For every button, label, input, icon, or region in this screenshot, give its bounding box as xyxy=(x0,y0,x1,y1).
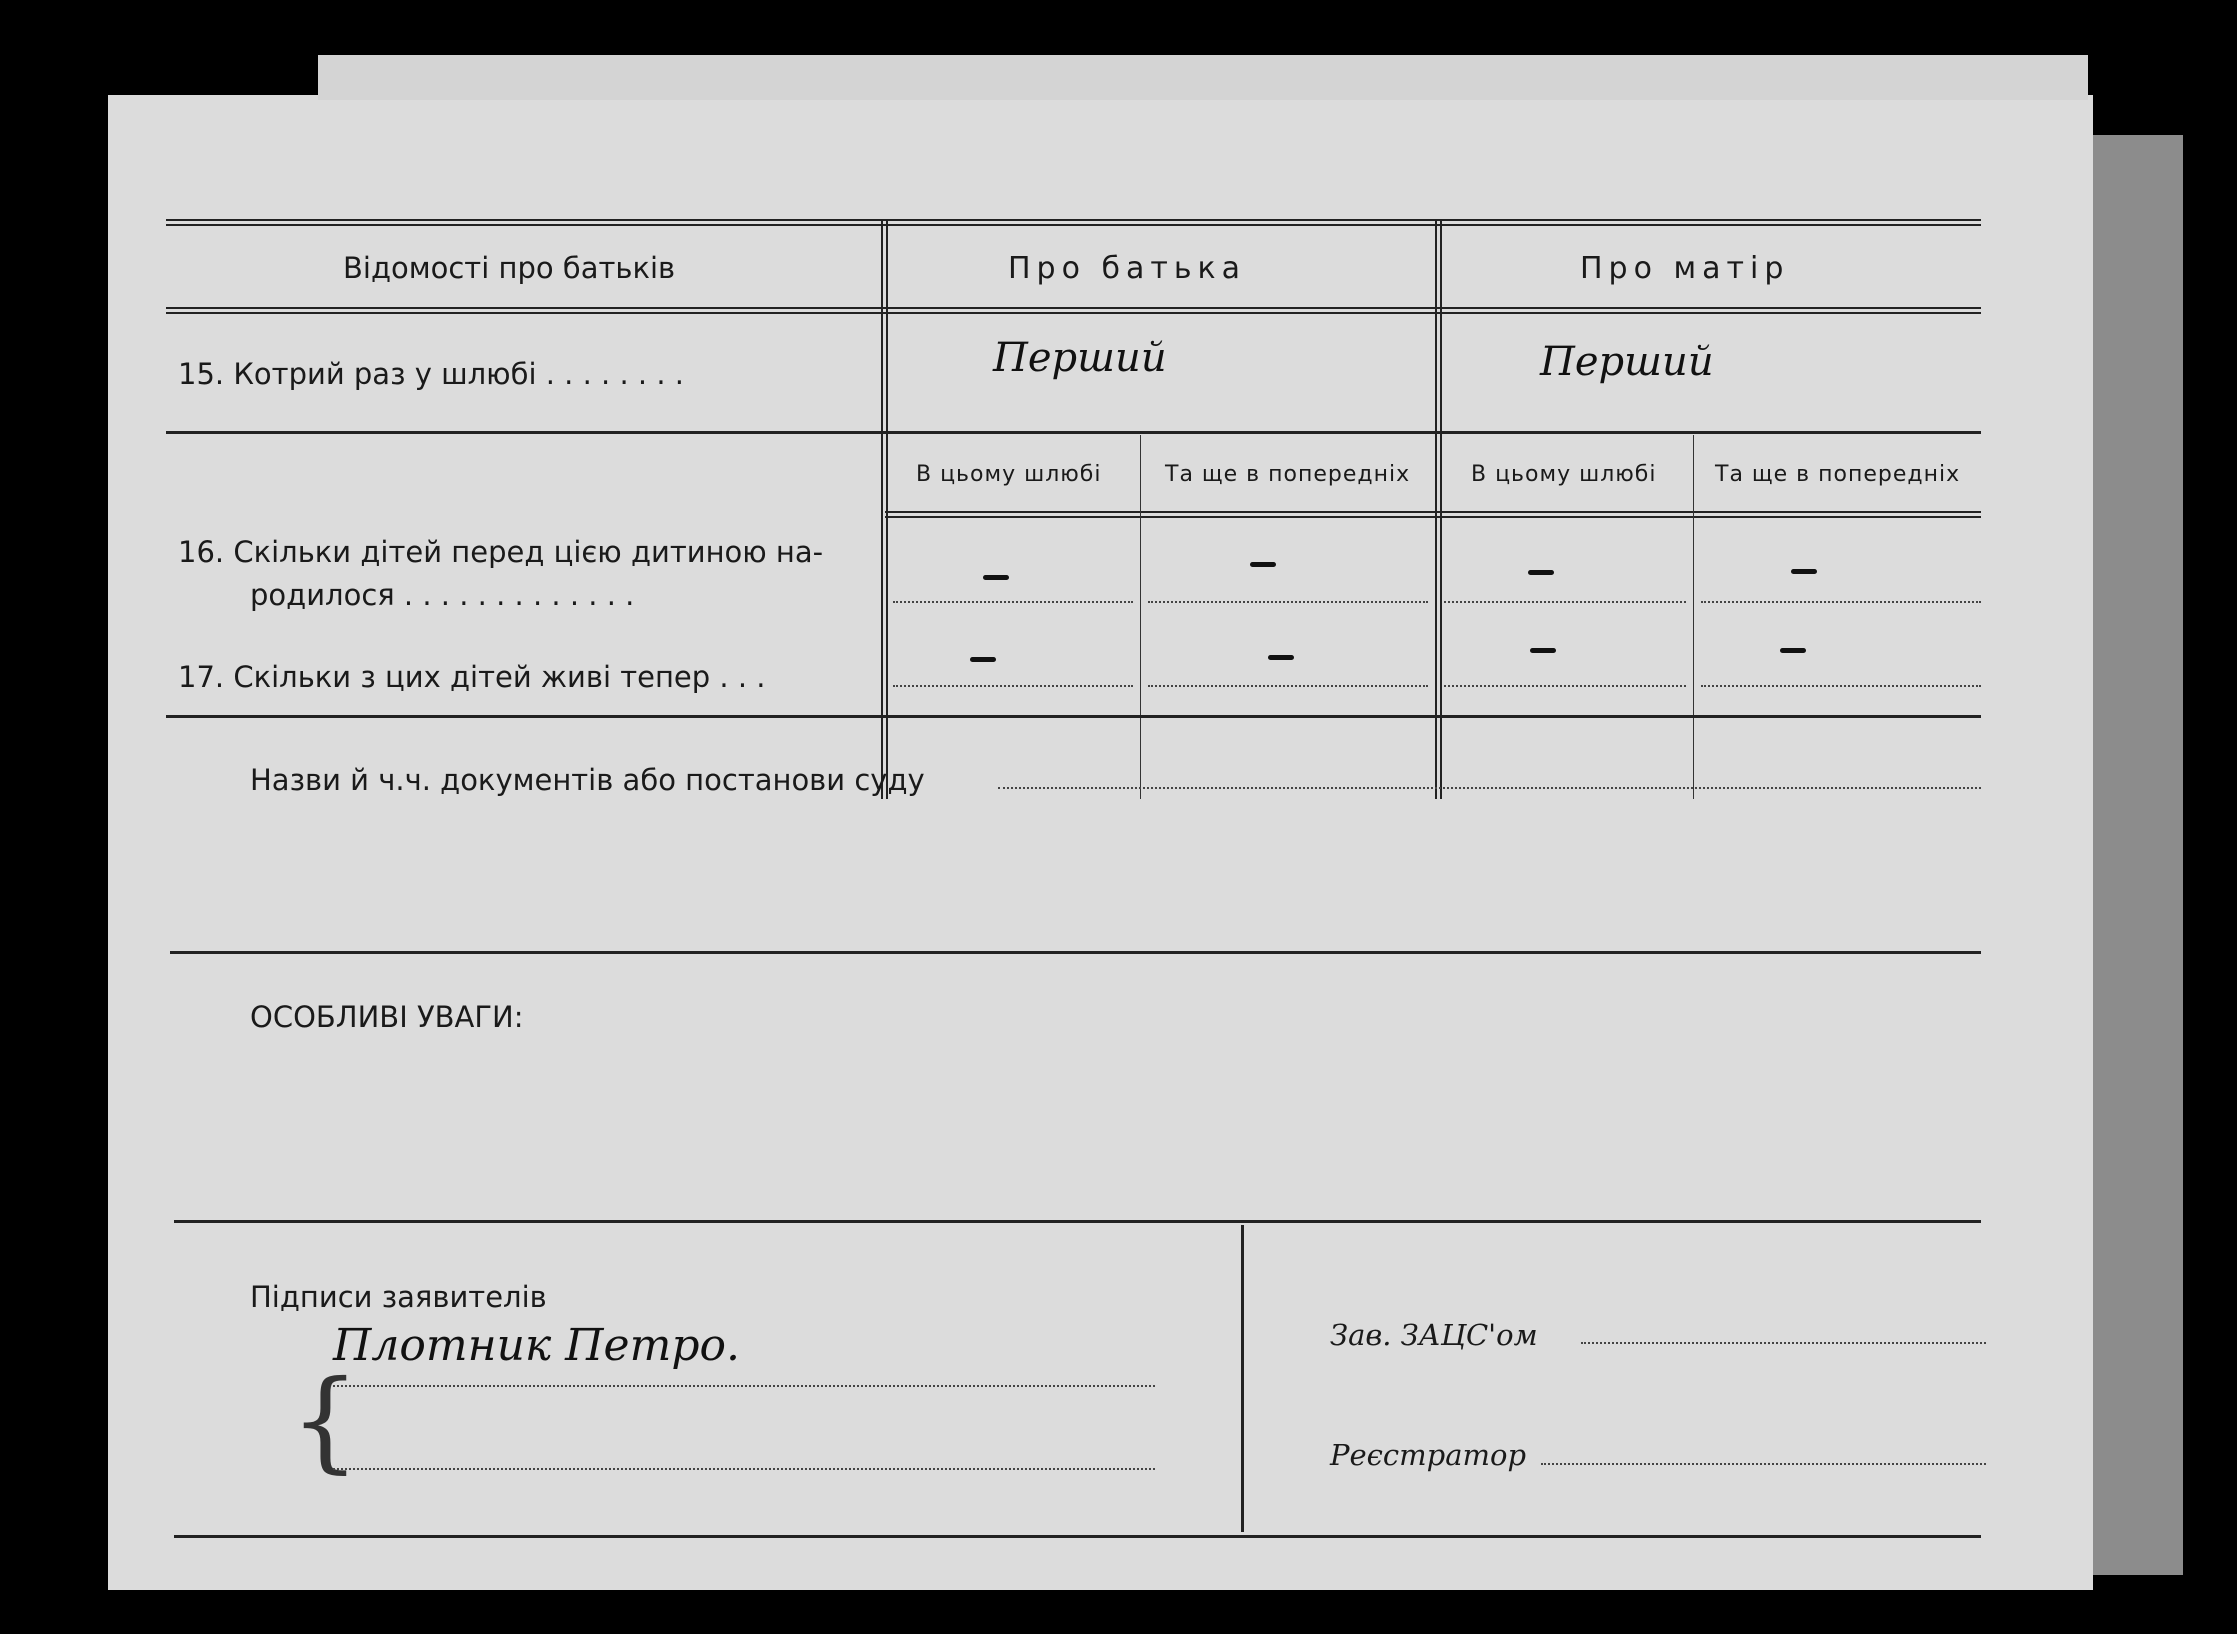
row16-mother-this-line xyxy=(1444,601,1686,603)
row17-father-prev-dash xyxy=(1268,655,1294,660)
signature-column-divider xyxy=(1241,1225,1244,1532)
signatures-label: Підписи заявителів xyxy=(250,1280,547,1314)
header-bottom-rule xyxy=(166,307,1981,314)
documents-label: Назви й ч.ч. документів або постанови суду xyxy=(250,763,925,797)
torn-top-edge xyxy=(318,55,2088,100)
row17-mother-prev-dash xyxy=(1780,648,1806,653)
row16-label-line2: родилося . . . . . . . . . . . . . xyxy=(250,578,635,612)
registrar-line xyxy=(1541,1463,1986,1465)
registry-form-sheet xyxy=(108,95,2093,1590)
row16-mother-prev-line xyxy=(1701,601,1981,603)
header-mother: Про матір xyxy=(1580,251,1790,286)
head-zags-line xyxy=(1581,1342,1986,1344)
special-notes-label: ОСОБЛИВІ УВАГИ: xyxy=(250,1000,524,1034)
row17-mother-prev-line xyxy=(1701,685,1981,687)
signature-line-2 xyxy=(333,1468,1155,1470)
signature-line-1 xyxy=(333,1385,1155,1387)
row15-father-handwritten: Перший xyxy=(993,335,1167,381)
row15-bottom-rule xyxy=(166,431,1981,434)
row16-label-line1: 16. Скільки дітей перед цією дитиною на- xyxy=(178,535,824,569)
row16-mother-prev-dash xyxy=(1791,569,1817,574)
subheader-mother-this-marriage: В цьому шлюбі xyxy=(1471,462,1657,487)
column-divider-mother xyxy=(1435,219,1442,799)
row17-label: 17. Скільки з цих дітей живі тепер . . . xyxy=(178,660,766,694)
row16-mother-this-dash xyxy=(1528,570,1554,575)
row16-father-prev-line xyxy=(1148,601,1428,603)
row16-father-this-line xyxy=(893,601,1133,603)
notes-bottom-rule xyxy=(174,1220,1981,1223)
subheader-bottom-rule xyxy=(885,511,1981,518)
father-subcolumn-divider xyxy=(1140,435,1141,799)
row15-label: 15. Котрий раз у шлюбі . . . . . . . . xyxy=(178,357,684,391)
row15-mother-handwritten: Перший xyxy=(1540,339,1714,385)
documents-bottom-rule xyxy=(170,951,1981,954)
row16-father-prev-dash xyxy=(1250,562,1276,567)
row17-mother-this-dash xyxy=(1530,648,1556,653)
signature-brace: { xyxy=(290,1356,360,1484)
row17-father-prev-line xyxy=(1148,685,1428,687)
header-section-title: Відомості про батьків xyxy=(343,251,676,285)
mother-subcolumn-divider xyxy=(1693,435,1694,799)
row16-father-this-dash xyxy=(983,575,1009,580)
column-divider-father xyxy=(881,219,888,799)
row17-father-this-dash xyxy=(970,657,996,662)
subheader-father-previous: Та ще в попередніх xyxy=(1165,462,1411,487)
registrar-label: Реєстратор xyxy=(1330,1438,1527,1472)
table-bottom-rule xyxy=(166,715,1981,718)
header-top-rule xyxy=(166,219,1981,226)
subheader-mother-previous: Та ще в попередніх xyxy=(1715,462,1961,487)
documents-fill-line xyxy=(998,787,1981,789)
applicant-signature: Плотник Петро. xyxy=(333,1320,740,1371)
head-zags-label: Зав. ЗАЦС'ом xyxy=(1330,1318,1538,1352)
row17-mother-this-line xyxy=(1444,685,1686,687)
subheader-father-this-marriage: В цьому шлюбі xyxy=(916,462,1102,487)
header-father: Про батька xyxy=(1008,251,1247,286)
form-bottom-rule xyxy=(174,1535,1981,1538)
row17-father-this-line xyxy=(893,685,1133,687)
page-edge-shadow xyxy=(2093,135,2183,1575)
